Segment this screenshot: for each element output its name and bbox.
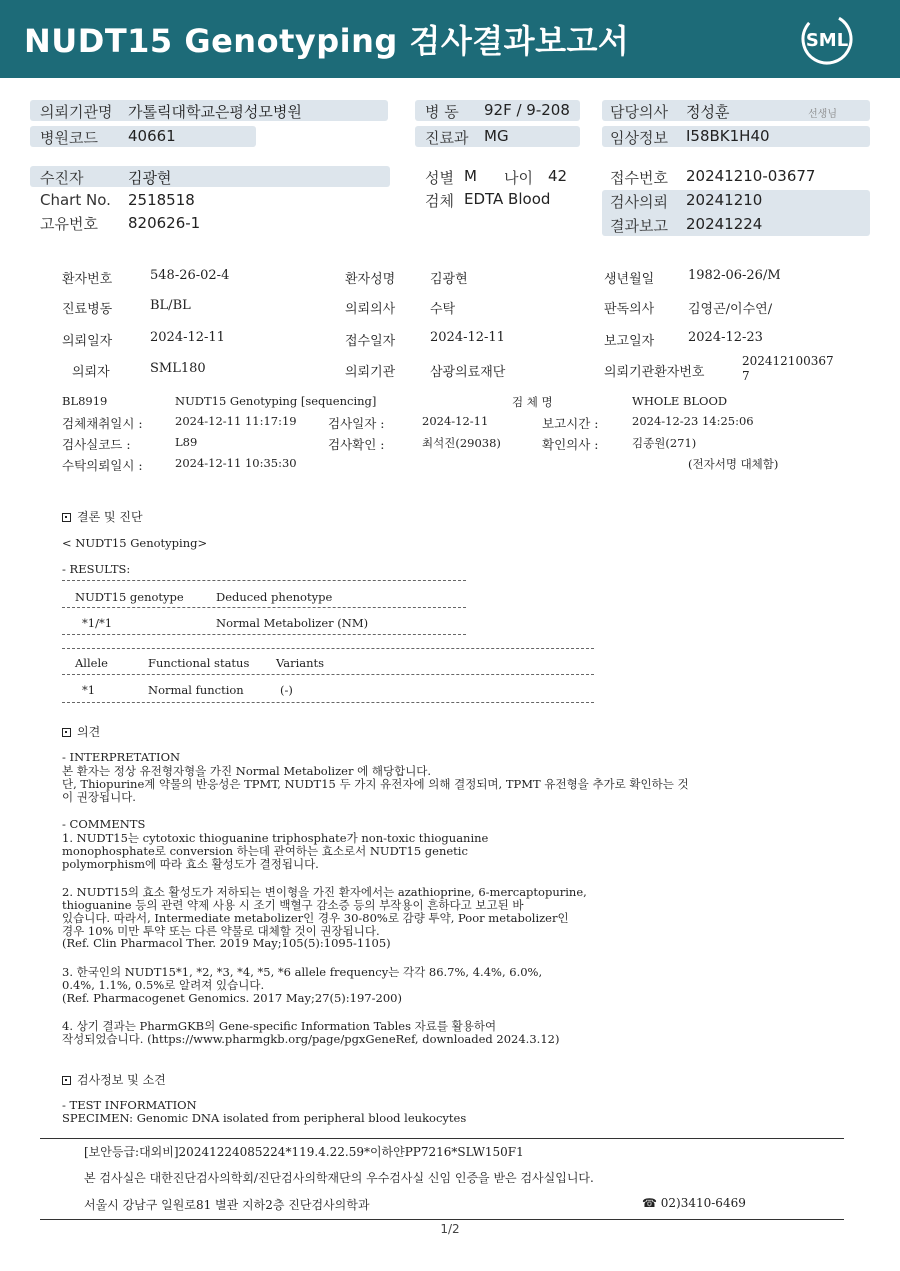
uid-value: 820626-1 — [128, 214, 201, 232]
birth-label: 생년월일 — [604, 272, 655, 287]
allele-value: *1 — [82, 683, 96, 697]
req-inst-value: 삼광의료재단 — [430, 365, 506, 380]
doctor-label: 담당의사 — [610, 103, 668, 121]
esign-note: (전자서명 대체함) — [688, 457, 779, 471]
confirm2-value: 김종원(271) — [632, 436, 697, 450]
section-conclusion-title: 결론 및 진단 — [77, 510, 143, 524]
patient-value: 김광현 — [128, 169, 172, 187]
report-title: NUDT15 Genotyping 검사결과보고서 — [24, 22, 630, 60]
phenotype-value: Normal Metabolizer (NM) — [216, 616, 369, 630]
test-date-value: 2024-12-11 — [422, 414, 489, 428]
inst-patient-no-value: 202412100367 — [742, 354, 834, 368]
requester-label: 의뢰자 — [72, 365, 110, 380]
patient-label: 수진자 — [40, 169, 84, 187]
interpretation-title: - INTERPRETATION — [62, 750, 181, 764]
section-test-info — [62, 1071, 166, 1088]
hosp-code-label: 병원코드 — [40, 129, 98, 147]
reader-label: 판독의사 — [604, 302, 655, 317]
comment-line: thioguanine 등의 관련 약제 사용 시 조기 백혈구 감소증 등의 부작용이 흔하다고 보고된 바 — [62, 898, 524, 912]
svg-text:SML: SML — [805, 30, 849, 51]
functional-status-value: Normal function — [148, 683, 244, 697]
dash-line — [62, 634, 466, 635]
test-date-label: 검사일자 : — [328, 416, 385, 431]
comment-line: 1. NUDT15는 cytotoxic thioguanine triphosphate가 non-toxic thioguanine — [62, 831, 489, 845]
confirm2-label: 확인의사 : — [542, 437, 599, 452]
ward2-value: BL/BL — [150, 298, 191, 313]
req-org-value: 가톨릭대학교은평성모병원 — [128, 103, 302, 121]
sex-value: M — [464, 167, 477, 185]
ward-value: 92F / 9-208 — [484, 101, 570, 119]
dash-line — [62, 702, 594, 703]
hosp-code-value: 40661 — [128, 127, 176, 145]
footer-certification: 본 검사실은 대한진단검사의학회/진단검사의학재단의 우수검사실 신임 인증을 받은 검사실입니다. — [84, 1171, 594, 1185]
variants-header: Variants — [276, 656, 325, 670]
comment-line: (Ref. Clin Pharmacol Ther. 2019 May;105(5):1095-1105) — [62, 936, 391, 950]
footer-bottom-rule — [40, 1219, 844, 1220]
section-test-info-title: 검사정보 및 소견 — [77, 1073, 166, 1087]
ward-label: 병 동 — [425, 103, 459, 121]
age-label: 나이 — [504, 169, 533, 187]
confirm-value: 최석진(29038) — [422, 436, 501, 450]
variants-value: (-) — [280, 683, 293, 697]
square-bullet-icon — [62, 1076, 71, 1085]
collect-label: 검체채취일시 : — [62, 416, 143, 431]
test-code: BL8919 — [62, 394, 108, 408]
age-value: 42 — [548, 167, 568, 185]
dept-label: 진료과 — [425, 129, 469, 147]
dash-line — [62, 607, 466, 608]
footer-top-rule — [40, 1138, 844, 1139]
chart-label: Chart No. — [40, 191, 111, 209]
specimen-value: EDTA Blood — [464, 190, 551, 208]
receipt-day-label: 접수일자 — [345, 334, 396, 349]
report-day-label: 보고일자 — [604, 334, 655, 349]
req-date-label: 검사의뢰 — [610, 193, 668, 211]
receipt-day-value: 2024-12-11 — [430, 330, 505, 345]
ward2-label: 진료병동 — [62, 302, 113, 317]
dash-line — [62, 674, 594, 675]
patient-no-label: 환자번호 — [62, 272, 113, 287]
comment-line: 4. 상기 결과는 PharmGKB의 Gene-specific Information Tables 자료를 활용하여 — [62, 1019, 497, 1033]
page-number: 1/2 — [440, 1222, 460, 1236]
comment-line: monophosphate로 conversion 하는데 관여하는 효소로서 NUDT15 genetic — [62, 844, 468, 858]
req-date-value: 20241210 — [686, 191, 763, 209]
req-org-label: 의뢰기관명 — [40, 103, 113, 121]
receive-label: 수탁의뢰일시 : — [62, 458, 143, 473]
specimen-description: SPECIMEN: Genomic DNA isolated from peripheral blood leukocytes — [62, 1111, 467, 1125]
genotype-value: *1/*1 — [82, 616, 113, 630]
interpretation-line: 단, Thiopurine계 약물의 반응성은 TPMT, NUDT15 두 가지 유전자에 의해 결정되며, TPMT 유전형을 추가로 확인하는 것 — [62, 777, 689, 791]
genotyping-heading: < NUDT15 Genotyping> — [62, 536, 208, 550]
phenotype-header: Deduced phenotype — [216, 590, 333, 604]
receipt-label: 접수번호 — [610, 169, 668, 187]
req-inst-label: 의뢰기관 — [345, 365, 396, 380]
results-heading: - RESULTS: — [62, 562, 131, 576]
req-doctor-value: 수탁 — [430, 302, 456, 317]
report-date-value: 20241224 — [686, 215, 763, 233]
scan-specimen-value: WHOLE BLOOD — [632, 394, 728, 408]
scan-specimen-label: 검 체 명 — [512, 395, 553, 409]
dept-value: MG — [484, 127, 509, 145]
square-bullet-icon — [62, 513, 71, 522]
comment-line: 2. NUDT15의 효소 활성도가 저하되는 변이형을 가진 환자에서는 azathioprine, 6-mercaptopurine, — [62, 885, 587, 899]
report-day-value: 2024-12-23 — [688, 330, 763, 345]
clinical-label: 임상정보 — [610, 129, 668, 147]
footer-phone: ☎ 02)3410-6469 — [642, 1196, 746, 1210]
genotype-header: NUDT15 genotype — [75, 590, 184, 604]
dash-line — [62, 580, 466, 581]
test-name: NUDT15 Genotyping [sequencing] — [175, 394, 377, 408]
comment-line: 0.4%, 1.1%, 0.5%로 알려져 있습니다. — [62, 978, 265, 992]
specimen-label: 검체 — [425, 192, 454, 210]
receive-value: 2024-12-11 10:35:30 — [175, 456, 297, 470]
test-info-title: - TEST INFORMATION — [62, 1098, 197, 1112]
report-date-label: 결과보고 — [610, 217, 668, 235]
req-day-label: 의뢰일자 — [62, 334, 113, 349]
doctor-suffix: 선생님 — [808, 109, 837, 120]
clinical-value: I58BK1H40 — [686, 127, 770, 145]
requester-value: SML180 — [150, 361, 206, 376]
sex-label: 성별 — [425, 169, 454, 187]
confirm-label: 검사확인 : — [328, 437, 385, 452]
receipt-value: 20241210-03677 — [686, 167, 816, 185]
patient-name-label: 환자성명 — [345, 272, 396, 287]
square-bullet-icon — [62, 728, 71, 737]
footer-security: [보안등급:대외비]20241224085224*119.4.22.59*이하얀PP7216*SLW150F1 — [84, 1145, 524, 1159]
footer-address: 서울시 강남구 일원로81 별관 지하2층 진단검사의학과 — [84, 1198, 370, 1212]
report-time-label: 보고시간 : — [542, 416, 599, 431]
room-label: 검사실코드 : — [62, 437, 131, 452]
room-value: L89 — [175, 435, 198, 449]
report-header — [0, 0, 900, 78]
uid-label: 고유번호 — [40, 215, 98, 233]
comment-line: 3. 한국인의 NUDT15*1, *2, *3, *4, *5, *6 allele frequency는 각각 86.7%, 4.4%, 6.0%, — [62, 965, 543, 979]
patient-bar — [30, 166, 390, 187]
functional-status-header: Functional status — [148, 656, 250, 670]
comment-line: 있습니다. 따라서, Intermediate metabolizer인 경우 30-80%로 감량 투약, Poor metabolizer인 — [62, 911, 569, 925]
allele-header: Allele — [75, 656, 108, 670]
interpretation-line: 이 권장됩니다. — [62, 790, 136, 804]
req-doctor-label: 의뢰의사 — [345, 302, 396, 317]
reader-value: 김영곤/이수연/ — [688, 302, 773, 317]
collect-value: 2024-12-11 11:17:19 — [175, 414, 297, 428]
comment-line: (Ref. Pharmacogenet Genomics. 2017 May;27(5):197-200) — [62, 991, 402, 1005]
req-day-value: 2024-12-11 — [150, 330, 225, 345]
dash-line — [62, 648, 594, 649]
inst-patient-no-value-2: 7 — [742, 369, 750, 383]
patient-no-value: 548-26-02-4 — [150, 268, 230, 283]
doctor-value: 정성훈 — [686, 103, 730, 121]
sml-logo — [800, 12, 854, 66]
inst-patient-no-label: 의뢰기관환자번호 — [604, 365, 705, 380]
report-time-value: 2024-12-23 14:25:06 — [632, 414, 754, 428]
chart-value: 2518518 — [128, 191, 195, 209]
section-opinion — [62, 723, 100, 740]
section-conclusion — [62, 508, 143, 525]
birth-value: 1982-06-26/M — [688, 268, 781, 283]
comments-title: - COMMENTS — [62, 817, 146, 831]
section-opinion-title: 의견 — [77, 725, 101, 739]
comment-line: 경우 10% 미만 투약 또는 다른 약물로 대체할 것이 권장됩니다. — [62, 924, 380, 938]
comment-line: polymorphism에 따라 효소 활성도가 결정됩니다. — [62, 857, 319, 871]
interpretation-line: 본 환자는 정상 유전형자형을 가진 Normal Metabolizer 에 해당합니다. — [62, 764, 432, 778]
patient-name-value: 김광현 — [430, 272, 468, 287]
comment-line: 작성되었습니다. (https://www.pharmgkb.org/page/pgxGeneRef, downloaded 2024.3.12) — [62, 1032, 560, 1046]
